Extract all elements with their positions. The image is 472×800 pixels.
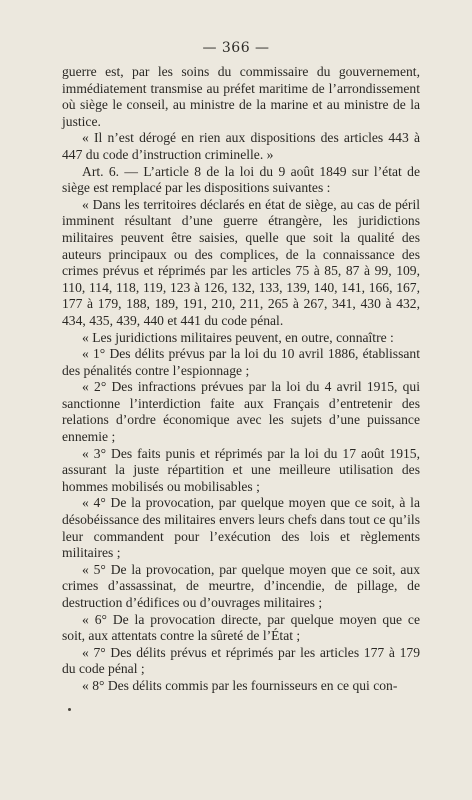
paragraph: « 7° Des délits prévus et réprimés par les articles 177 à 179 du code pénal ; [62,644,420,677]
paragraph: « Les juridictions militaires peuvent, en outre, connaître : [82,329,394,345]
paragraph: « 3° Des faits punis et réprimés par la loi du 17 août 1915, assurant la juste répartition et une meilleure utilisation des hommes mobilisés ou mobilisables ; [62,445,420,494]
paragraph: « 5° De la provocation, par quelque moyen que ce soit, aux crimes d’assassinat, de meurtre, d’incendie, de pillage, de destruction d’édifices ou d’ouvrages militaires ; [62,561,420,610]
paragraph: « 4° De la provocation, par quelque moyen que ce soit, à la désobéissance des militaires envers leurs chefs dans tout ce qu’ils leur commandent pour l’exécution des lois et règlements militaires ; [62,495,420,561]
body-text [62,64,420,695]
paragraph: « 2° Des infractions prévues par la loi du 4 avril 1915, qui sanctionne l’interdiction faite aux Français d’entretenir des relations d’ordre économique avec les sujets d’une puissance ennemie ; [62,379,420,445]
paragraph: Art. 6. — L’article 8 de la loi du 9 août 1849 sur l’état de siège est remplacé par les dispositions suivantes : [62,163,420,196]
paragraph: « Dans les territoires déclarés en état de siège, au cas de péril imminent résultant d’une guerre étrangère, les juridictions militaires peuvent être saisies, quelle que soit la qualité des auteurs principaux ou des complices, de la connaissance des crimes prévus et réprimés par les articles 75 à 85, 87 à 99, 109, 110, 114, 118, 119, 123 à 126, 132, 133, 139, 140, 141, 166, 167, 177 à 179, 188, 189, 191, 210, 211, 265 à 267, 341, 430 à 432, 434, 435, 439, 440 et 441 du code pénal. [62,196,420,328]
paragraph: « 6° De la provocation directe, par quelque moyen que ce soit, aux attentats contre la sûreté de l’État ; [62,611,420,644]
ink-speck [68,708,71,711]
paragraph: « 8° Des délits commis par les fournisseurs en ce qui con- [82,677,398,693]
page-number: — 366 — [202,40,270,56]
paragraph: « Il n’est dérogé en rien aux dispositions des articles 443 à 447 du code d’instruction criminelle. » [62,130,420,162]
paragraph: « 1° Des délits prévus par la loi du 10 avril 1886, établissant des pénalités contre l’espionnage ; [62,346,420,378]
paragraph: guerre est, par les soins du commissaire du gouvernement, immédiatement transmise au préfet maritime de l’arrondissement où siège le conseil, au ministre de la marine et au ministre de la justice. [62,64,420,129]
